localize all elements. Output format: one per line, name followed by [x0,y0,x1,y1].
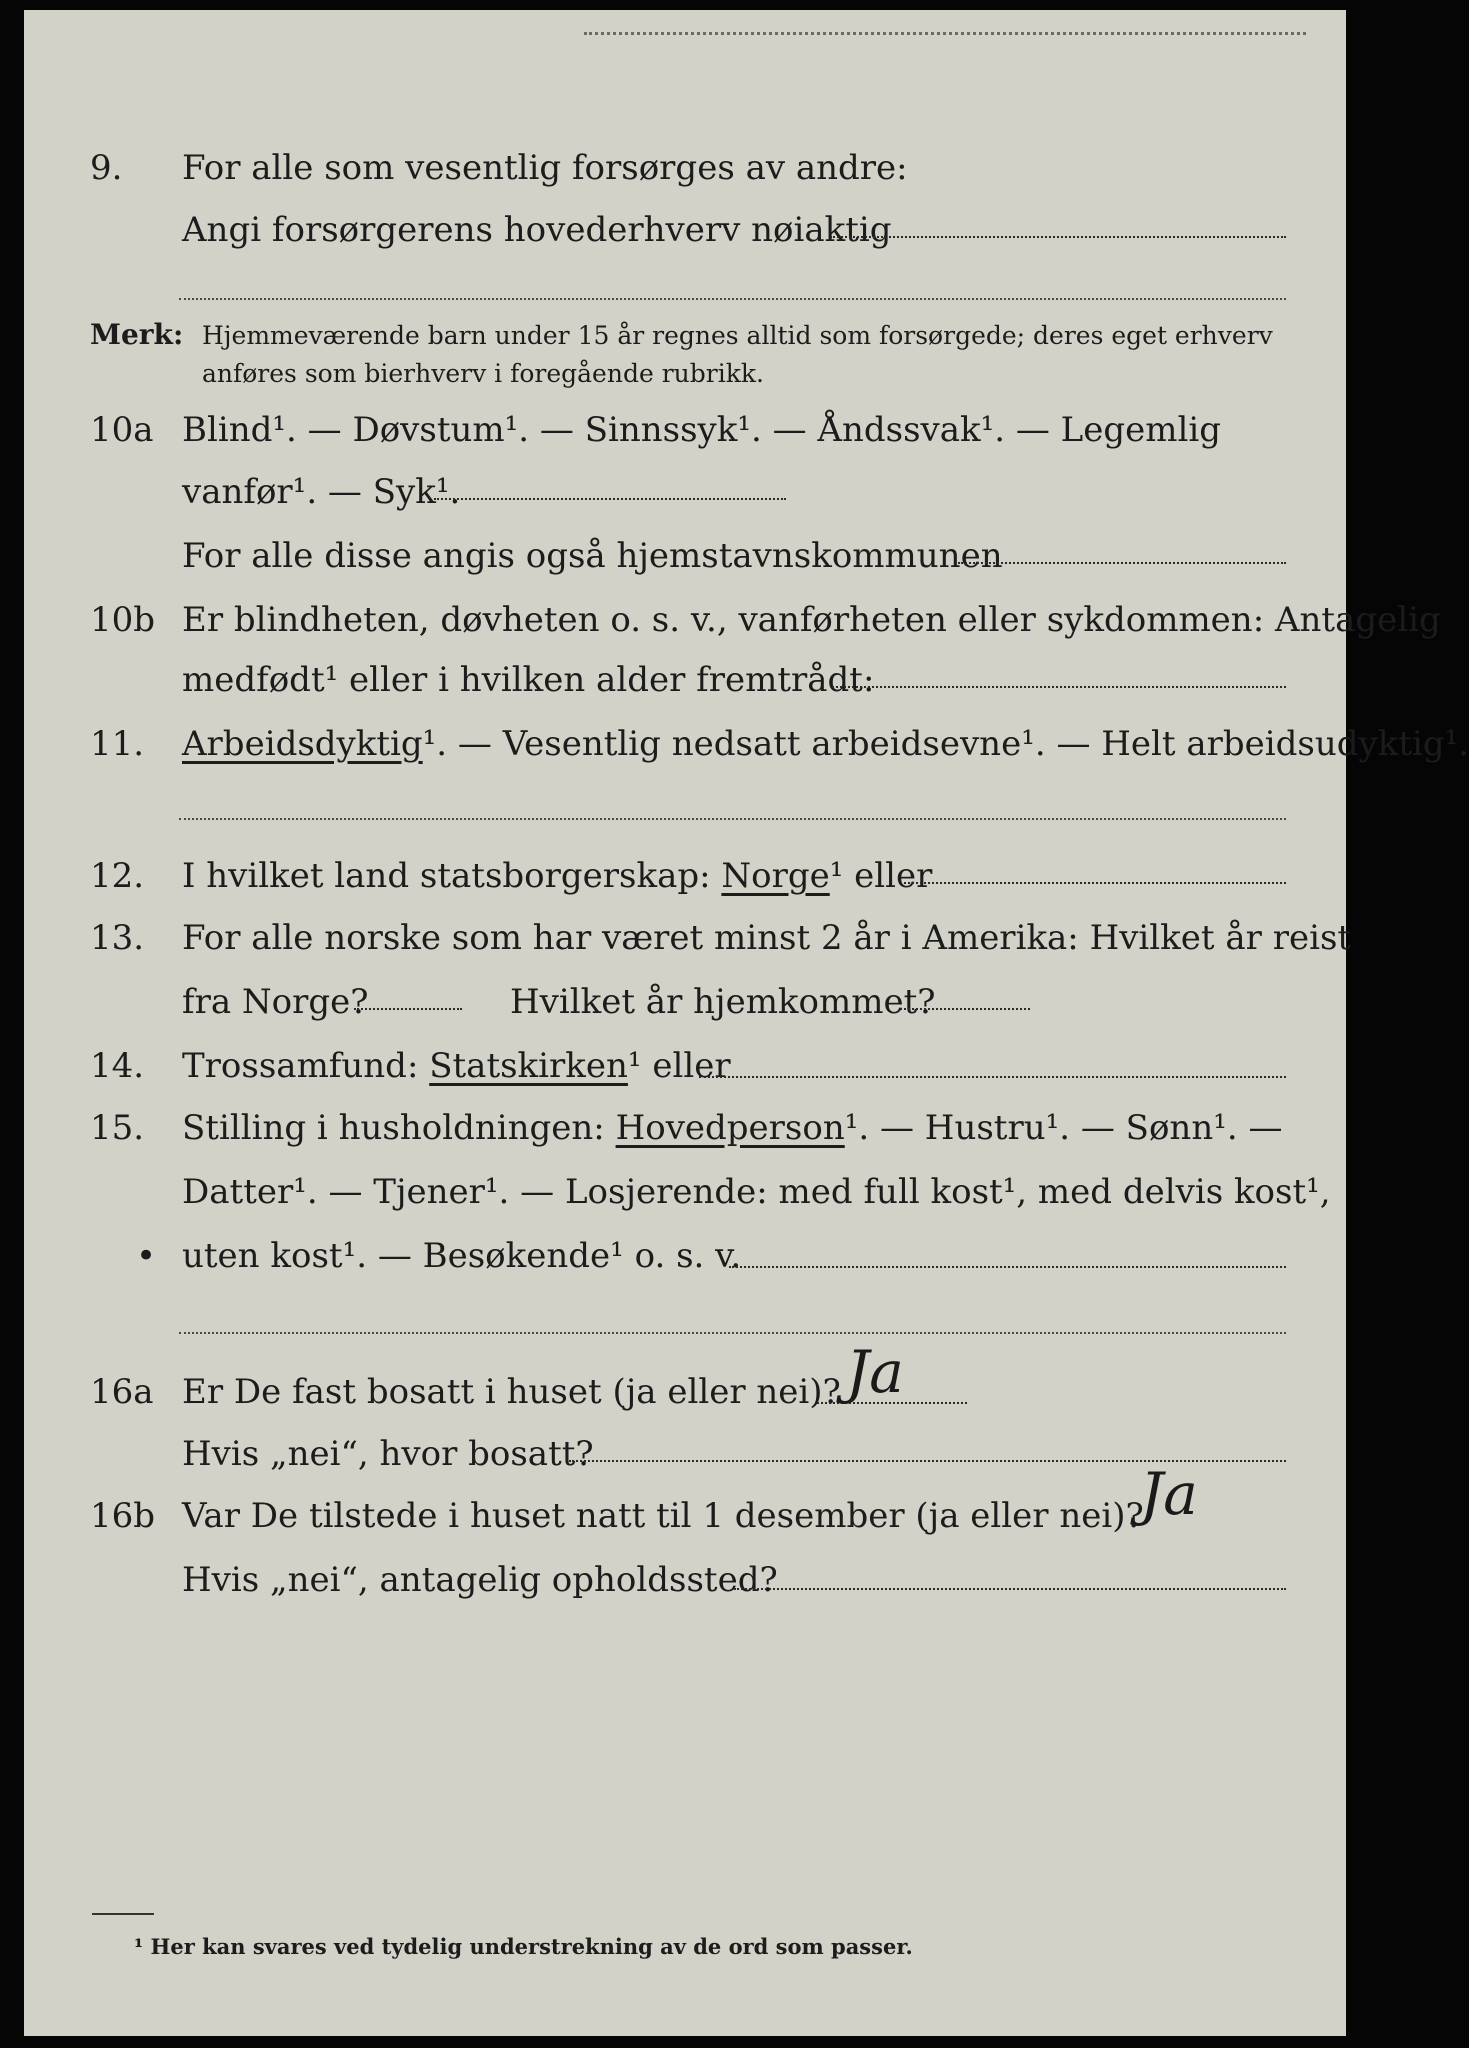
q10a-fill-line1[interactable] [434,498,786,500]
q14-number: 14. [90,1046,145,1086]
q15-selected-option[interactable]: Hovedperson [615,1108,845,1148]
q12-number: 12. [90,856,145,896]
q10a-number: 10a [90,410,154,450]
q10a-line1: Blind¹. — Døvstum¹. — Sinnssyk¹. — Åndssvak¹. — Legemlig [182,410,1221,450]
q14-question: Trossamfund: [182,1046,419,1086]
q13-part1: fra Norge? [182,982,369,1022]
q10b-fill-line[interactable] [832,686,1286,688]
q15-question: Stilling i husholdningen: [182,1108,605,1148]
q15-line1 [182,1108,1282,1148]
q12-post: ¹ eller [829,856,933,896]
q12-selected-option[interactable]: Norge [721,856,830,896]
q11-selected-option[interactable]: Arbeidsdyktig [182,724,423,764]
q16a-line2: Hvis „nei“, hvor bosatt? [182,1434,594,1474]
q16b-number: 16b [90,1496,156,1536]
q10a-line3: For alle disse angis også hjemstavnskommunen [182,536,1003,576]
q13-fill-reist[interactable] [354,1008,462,1010]
q15-line2: Datter¹. — Tjener¹. — Losjerende: med full kost¹, med delvis kost¹, [182,1172,1331,1212]
q15-line3: uten kost¹. — Besøkende¹ o. s. v. [182,1236,742,1276]
q12-line [182,856,932,896]
q9-number: 9. [90,148,123,188]
q10a-fill-line2[interactable] [958,562,1286,564]
q16b-line1: Var De tilstede i huset natt til 1 desember (ja eller nei)? [182,1496,1144,1536]
q15-bullet: • [136,1236,157,1276]
q16a-handwritten-answer: Ja [846,1338,904,1406]
q11-number: 11. [90,724,145,764]
q10b-number: 10b [90,600,156,640]
q16a-number: 16a [90,1372,154,1412]
q11-sep: ¹. — [422,724,492,764]
q10a-line2: vanfør¹. — Syk¹. [182,472,461,512]
q12-fill-line[interactable] [904,882,1286,884]
census-form-page [24,10,1469,2036]
q11-answer-line[interactable] [179,818,1286,820]
q14-selected-option[interactable]: Statskirken [429,1046,628,1086]
q12-question: I hvilket land statsborgerskap: [182,856,711,896]
q16a-line1: Er De fast bosatt i huset (ja eller nei)? [182,1372,841,1412]
q11-line [182,724,1469,764]
footnote: ¹ Her kan svares ved tydelig understrekning av de ord som passer. [134,1934,913,1959]
q10b-line2: medfødt¹ eller i hvilken alder fremtrådt: [182,660,875,700]
merk-line1: Hjemmeværende barn under 15 år regnes alltid som forsørgede; deres eget erhverv [202,321,1273,350]
q14-post: ¹ eller [627,1046,731,1086]
merk-line2: anføres som bierhverv i foregående rubrikk. [202,359,764,388]
q10b-line1: Er blindheten, døvheten o. s. v., vanførheten eller sykdommen: Antagelig [182,600,1441,640]
q14-line [182,1046,731,1086]
q13-fill-hjemkommet[interactable] [900,1008,1030,1010]
q11-other-options: Vesentlig nedsatt arbeidsevne¹. — Helt arbeidsudyktig¹. [502,724,1469,764]
q16b-fill-opholdssted[interactable] [734,1588,1286,1590]
q15-fill-line[interactable] [729,1266,1286,1268]
q15-number: 15. [90,1108,145,1148]
q9-line1: For alle som vesentlig forsørges av andre: [182,148,908,188]
q13-line1: For alle norske som har været minst 2 år i Amerika: Hvilket år reist [182,918,1352,958]
merk-label: Merk: [90,318,184,351]
q9-fill-line[interactable] [830,236,1286,238]
footnote-rule [92,1913,154,1915]
top-dotted-rule [584,32,1306,35]
q9-line2: Angi forsørgerens hovederhverv nøiaktig [182,210,892,250]
q16b-handwritten-answer: Ja [1140,1460,1198,1528]
q9-answer-line[interactable] [179,298,1286,300]
q15-post: ¹. — Hustru¹. — Sønn¹. — [844,1108,1283,1148]
q13-number: 13. [90,918,145,958]
q14-fill-line[interactable] [699,1076,1286,1078]
q13-part2: Hvilket år hjemkommet? [510,982,936,1022]
q15-answer-line[interactable] [179,1332,1286,1334]
q16b-line2: Hvis „nei“, antagelig opholdssted? [182,1560,778,1600]
